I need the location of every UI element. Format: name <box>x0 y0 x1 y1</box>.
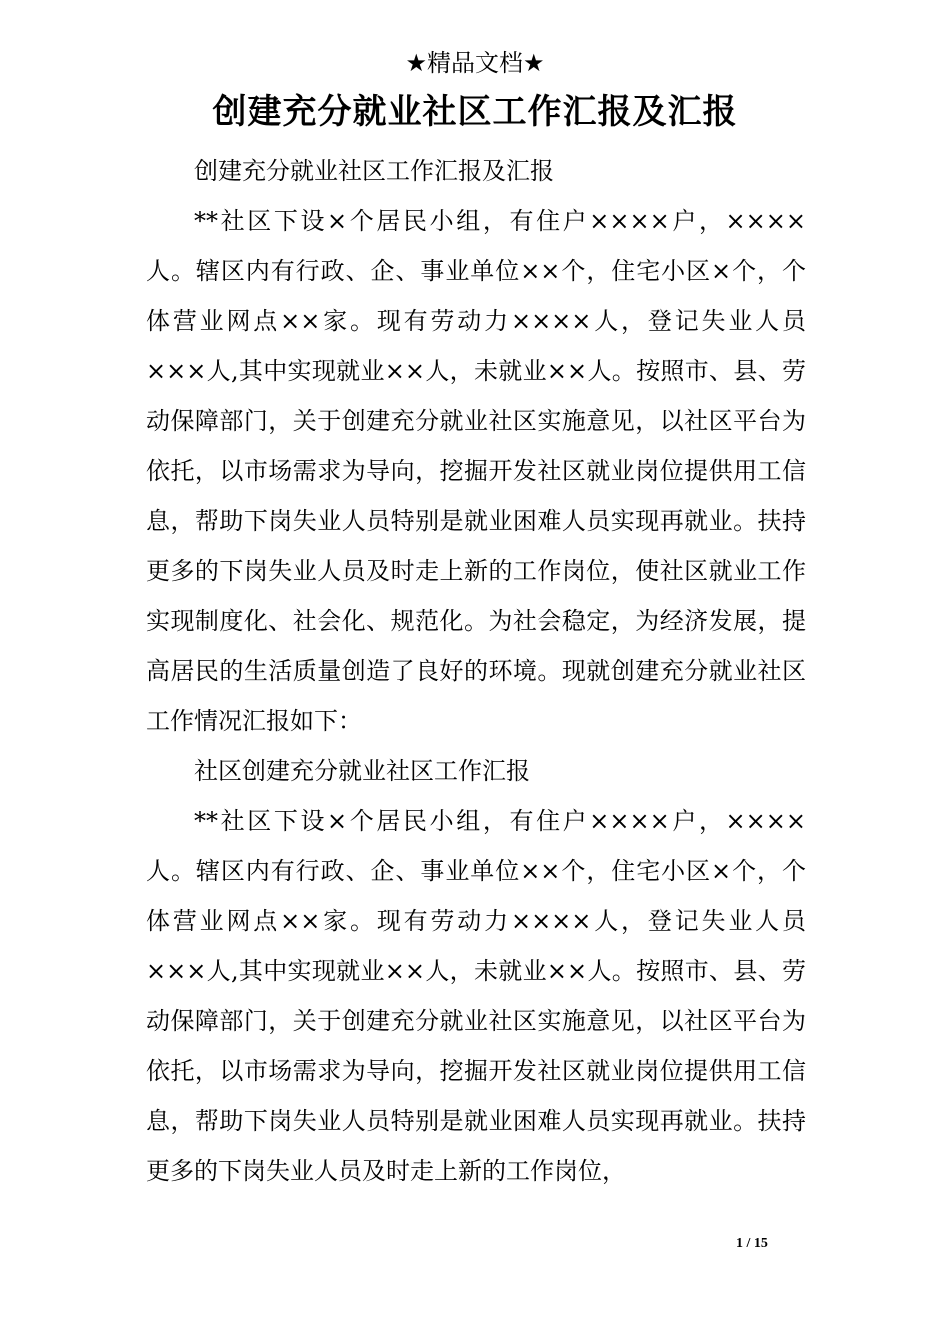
body-paragraph: **社区下设×个居民小组，有住户××××户，××××人。辖区内有行政、企、事业单位××个，住宅小区×个，个体营业网点××家。现有劳动力××××人，登记失业人员×××人,其中实现就业××人，未就业××人。按照市、县、劳动保障部门，关于创建充分就业社区实施意见，以社区平台为依托，以市场需求为导向，挖掘开发社区就业岗位提供用工信息，帮助下岗失业人员特别是就业困难人员实现再就业。扶持更多的下岗失业人员及时走上新的工作岗位，使社区就业工作实现制度化、社会化、规范化。为社会稳定，为经济发展，提高居民的生活质量创造了良好的环境。现就创建充分就业社区工作情况汇报如下： <box>146 207 806 735</box>
document-title: 创建充分就业社区工作汇报及汇报 <box>212 92 738 132</box>
page-number: 1 / 15 <box>736 1236 768 1251</box>
subtitle-paragraph: 创建充分就业社区工作汇报及汇报 <box>194 157 554 185</box>
section-heading-paragraph: 社区创建充分就业社区工作汇报 <box>194 757 530 785</box>
document-body <box>146 146 806 1196</box>
header-stamp: ★精品文档★ <box>405 49 545 77</box>
body-paragraph: **社区下设×个居民小组，有住户××××户，××××人。辖区内有行政、企、事业单位××个，住宅小区×个，个体营业网点××家。现有劳动力××××人，登记失业人员×××人,其中实现就业××人，未就业××人。按照市、县、劳动保障部门，关于创建充分就业社区实施意见，以社区平台为依托，以市场需求为导向，挖掘开发社区就业岗位提供用工信息，帮助下岗失业人员特别是就业困难人员实现再就业。扶持更多的下岗失业人员及时走上新的工作岗位， <box>146 807 806 1185</box>
